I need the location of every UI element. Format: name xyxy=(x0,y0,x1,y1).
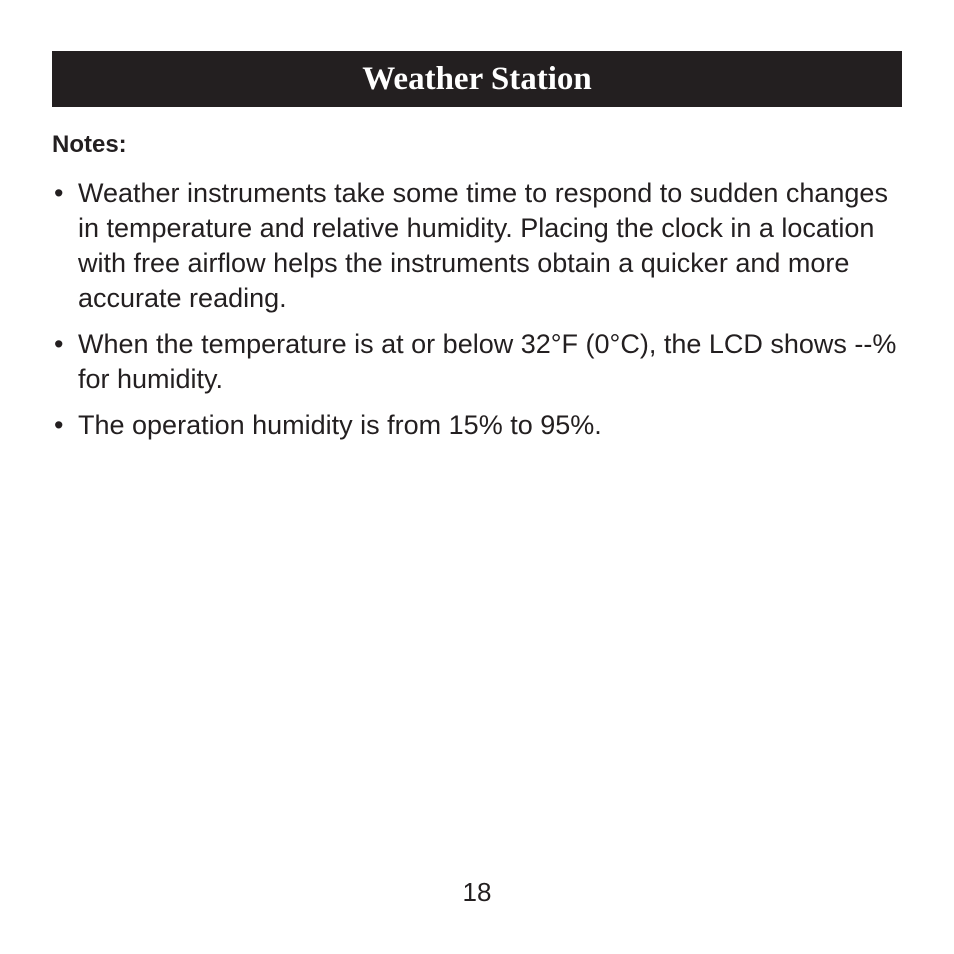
notes-list xyxy=(52,176,912,454)
note-text: Weather instruments take some time to respond to sudden changes in temperature and relative humidity. Placing the clock in a location with free airflow helps the instruments obtain a quicker and more accurate reading. xyxy=(78,178,888,313)
bullet-icon: • xyxy=(54,329,64,359)
section-header-bar xyxy=(52,51,902,107)
notes-heading: Notes: xyxy=(52,131,127,158)
note-text: The operation humidity is from 15% to 95%. xyxy=(78,410,602,440)
bullet-icon: • xyxy=(54,178,64,208)
page-number: 18 xyxy=(462,877,492,907)
list-item xyxy=(52,408,912,443)
list-item xyxy=(52,176,912,316)
note-text: When the temperature is at or below 32°F (0°C), the LCD shows --% for humidity. xyxy=(78,329,897,394)
list-item xyxy=(52,327,912,397)
page-title: Weather Station xyxy=(362,60,592,97)
bullet-icon: • xyxy=(54,410,64,440)
